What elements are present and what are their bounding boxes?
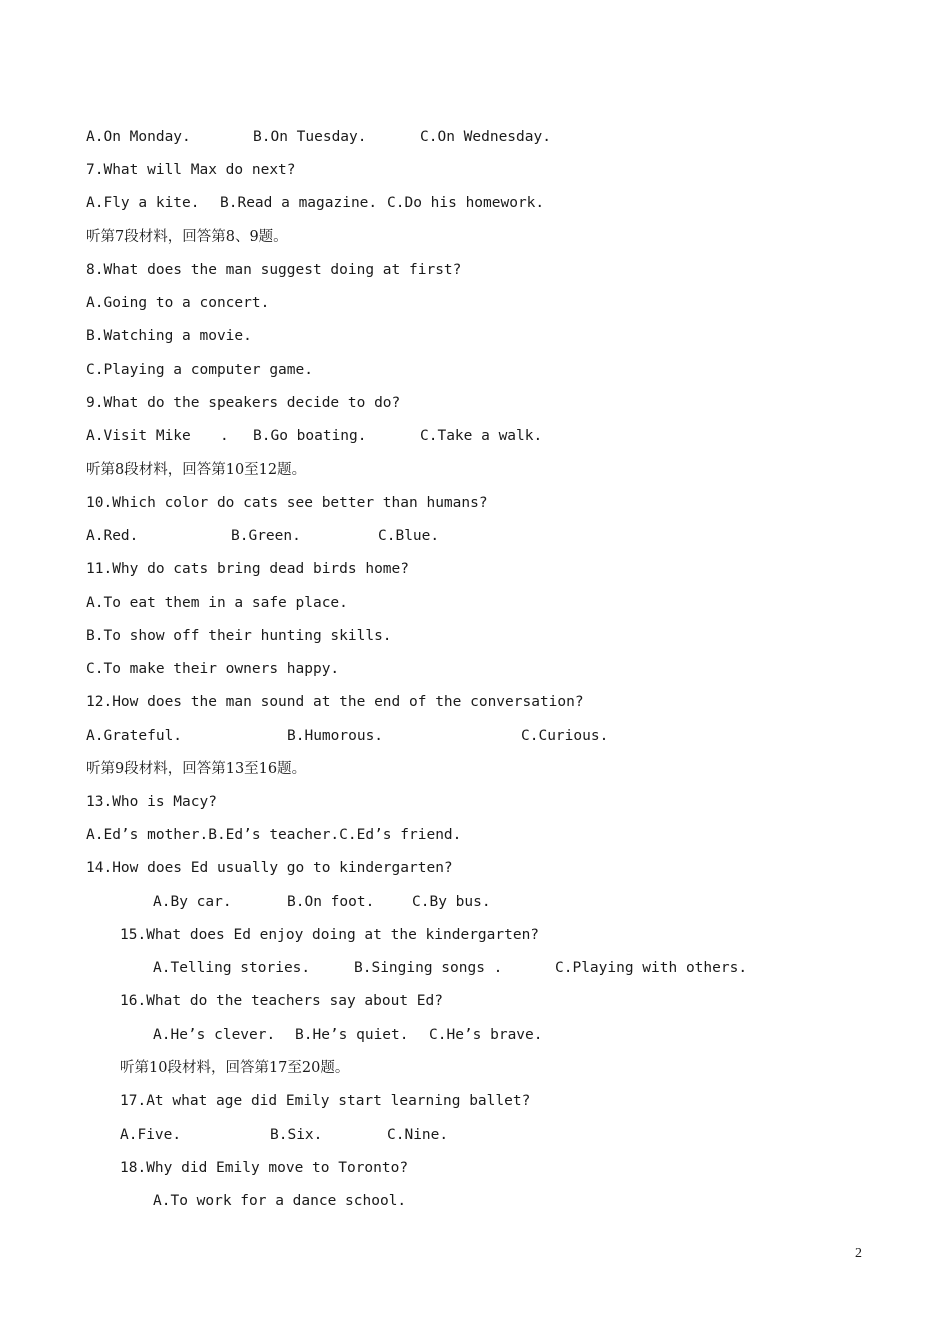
option-text: B.Watching a movie. [86,328,252,344]
option-text: B.Humorous. [287,728,384,744]
option-text: A.On Monday. [86,129,191,145]
option-text: C.Playing with others. [555,960,748,976]
stray-dot: . [220,428,229,444]
page-number: 2 [855,1246,862,1261]
options-line [0,1024,543,1046]
question-label: 13.Who is Macy? [86,794,217,810]
options-line [0,891,491,913]
options-line [0,126,551,148]
options-line [0,425,543,447]
option-text: B.Go boating. [253,428,367,444]
option-text: A.Visit Mike [86,428,191,444]
option-text: A.Ed’s mother.B.Ed’s teacher.C.Ed’s friend. [86,827,462,843]
options-line [0,525,440,547]
option-text: A.Fly a kite. [86,195,200,211]
question-label: 16.What do the teachers say about Ed? [120,993,444,1009]
option-text: C.By bus. [412,894,491,910]
question-label: 17.At what age did Emily start learning ballet? [120,1093,531,1109]
option-text: C.To make their owners happy. [86,661,340,677]
question-label: 14.How does Ed usually go to kindergarten? [86,860,453,876]
question-label: 7.What will Max do next? [86,162,296,178]
option-text: C.On Wednesday. [420,129,551,145]
option-text: A.Five. [120,1127,182,1143]
option-text: C.Playing a computer game. [86,362,313,378]
instruction-text: 听第7段材料，回答第8、9题。 [86,229,288,245]
question-label: 10.Which color do cats see better than humans? [86,495,488,511]
question-label: 8.What does the man suggest doing at first? [86,262,462,278]
option-text: B.He’s quiet. [295,1027,409,1043]
option-text: A.Going to a concert. [86,295,270,311]
option-text: A.To eat them in a safe place. [86,595,348,611]
option-text: B.To show off their hunting skills. [86,628,392,644]
option-text: A.Telling stories. [153,960,311,976]
option-text: A.He’s clever. [153,1027,276,1043]
option-text: A.Red. [86,528,139,544]
options-line [0,725,609,747]
option-text: B.Six. [270,1127,323,1143]
option-text: C.He’s brave. [429,1027,543,1043]
option-text: C.Do his homework. [387,195,545,211]
instruction-text: 听第9段材料，回答第13至16题。 [86,761,307,777]
option-text: B.On Tuesday. [253,129,367,145]
option-text: C.Curious. [521,728,609,744]
question-label: 11.Why do cats bring dead birds home? [86,561,410,577]
options-line [0,192,545,214]
option-text: B.On foot. [287,894,375,910]
option-text: C.Nine. [387,1127,449,1143]
option-text: C.Blue. [378,528,440,544]
option-text: B.Singing songs . [354,960,503,976]
option-text: A.To work for a dance school. [153,1193,407,1209]
question-label: 12.How does the man sound at the end of the conversation? [86,694,584,710]
question-label: 18.Why did Emily move to Toronto? [120,1160,409,1176]
options-line [0,957,748,979]
option-text: A.Grateful. [86,728,183,744]
instruction-text: 听第8段材料，回答第10至12题。 [86,462,307,478]
option-text: B.Green. [231,528,301,544]
option-text: C.Take a walk. [420,428,543,444]
option-text: A.By car. [153,894,232,910]
question-label: 15.What does Ed enjoy doing at the kindergarten? [120,927,540,943]
question-label: 9.What do the speakers decide to do? [86,395,401,411]
option-text: B.Read a magazine. [220,195,378,211]
options-line [0,1124,449,1146]
instruction-text: 听第10段材料，回答第17至20题。 [120,1060,350,1076]
